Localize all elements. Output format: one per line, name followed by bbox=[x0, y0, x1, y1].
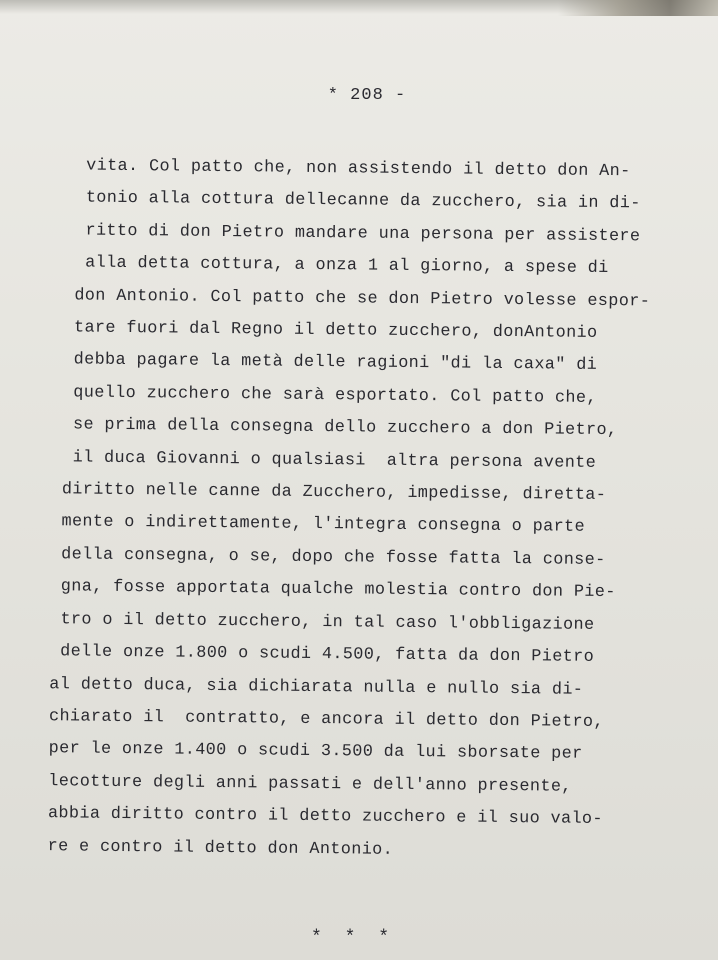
text-line: mente o indirettamente, l'integra consegna o parte bbox=[30, 512, 586, 538]
text-line: della consegna, o se, dopo che fosse fatta la conse- bbox=[29, 544, 606, 570]
text-line: diritto nelle canne da Zucchero, impedisse, diretta- bbox=[30, 480, 607, 506]
text-line: lecotture degli anni passati e dell'anno presente, bbox=[27, 771, 572, 797]
text-line: per le onze 1.400 o scudi 3.500 da lui sborsate per bbox=[27, 739, 583, 765]
text-line: il duca Giovanni o qualsiasi altra persona avente bbox=[30, 447, 597, 473]
text-line: alla detta cottura, a onza 1 al giorno, a spese di bbox=[32, 253, 609, 279]
body-text bbox=[27, 150, 684, 870]
page-number: * 208 - bbox=[327, 86, 407, 105]
text-line: tro o il detto zucchero, in tal caso l'obbligazione bbox=[28, 609, 595, 635]
text-line: quello zucchero che sarà esportato. Col patto che, bbox=[31, 382, 597, 408]
text-line: abbia diritto contro il detto zucchero e il suo valo- bbox=[26, 804, 603, 830]
end-marks: * * * bbox=[310, 928, 395, 948]
text-line: re e contro il detto don Antonio. bbox=[26, 836, 394, 860]
text-line: don Antonio. Col patto che se don Pietro volesse espor- bbox=[32, 285, 651, 312]
text-line: vita. Col patto che, non assistendo il detto don An- bbox=[33, 155, 631, 182]
text-line: debba pagare la metà delle ragioni "di la caxa" di bbox=[31, 350, 598, 376]
text-line: gna, fosse apportata qualche molestia contro don Pie- bbox=[29, 577, 616, 603]
text-line: tare fuori dal Regno il detto zucchero, donAntonio bbox=[32, 318, 598, 343]
text-line: delle onze 1.800 o scudi 4.500, fatta da don Pietro bbox=[28, 642, 595, 667]
text-line: tonio alla cottura dellecanne da zucchero, sia in di- bbox=[33, 188, 641, 214]
text-line: chiarato il contratto, e ancora il detto don Pietro, bbox=[27, 706, 605, 732]
background-photo-corner bbox=[558, 0, 718, 16]
text-line: se prima della consegna dello zucchero a don Pietro, bbox=[31, 415, 618, 441]
text-line: ritto di don Pietro mandare una persona per assistere bbox=[33, 220, 641, 247]
text-line: al detto duca, sia dichiarata nulla e nullo sia di- bbox=[28, 674, 584, 700]
